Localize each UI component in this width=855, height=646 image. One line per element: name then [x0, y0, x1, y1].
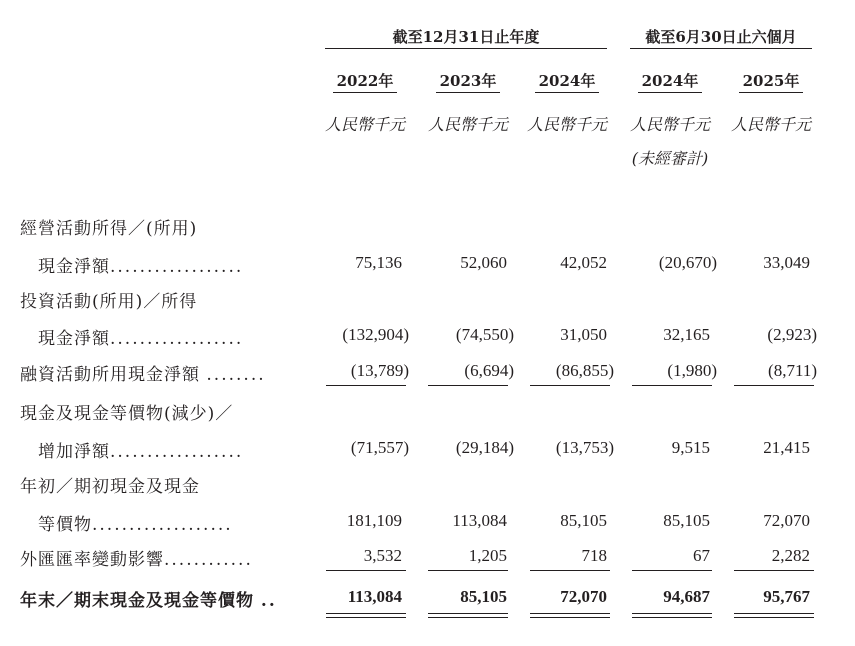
period-header-year: 截至12月31日止年度 — [392, 28, 540, 46]
value-cell: 1,205 — [468, 546, 507, 565]
value-cell: 3,532 — [363, 546, 402, 565]
row-investing-label-2 — [38, 324, 243, 349]
value-cell: (2,923) — [767, 325, 817, 344]
total-double-rule — [734, 613, 814, 618]
year-underline — [535, 92, 599, 93]
row-net-change-label-1: 現金及現金等價物(減少)／ — [20, 404, 234, 424]
total-value-cell: 113,084 — [347, 587, 402, 606]
row-operating-label-1: 經營活動所得／(所用) — [20, 219, 198, 239]
value-cell: 72,070 — [763, 511, 810, 530]
unit-label: 人民幣千元 — [324, 115, 405, 134]
year-2023: 2023年 — [439, 72, 497, 90]
subtotal-rule — [428, 570, 508, 571]
row-beginning-cash-label-2 — [38, 510, 233, 535]
value-cell: 113,084 — [452, 511, 507, 530]
year-2022: 2022年 — [336, 72, 394, 90]
subtotal-rule — [326, 570, 406, 571]
row-beginning-cash-label-text: 等價物 — [38, 515, 92, 535]
unit-label: 人民幣千元 — [730, 115, 811, 134]
leader-dots: ........ — [206, 365, 266, 385]
subtotal-rule — [734, 385, 814, 386]
value-cell: 31,050 — [560, 325, 607, 344]
row-operating-label-text: 現金淨額 — [38, 257, 110, 277]
leader-dots: ................... — [92, 515, 233, 535]
value-cell: (86,855) — [555, 361, 614, 380]
total-value-cell: 94,687 — [663, 587, 710, 606]
value-cell: 67 — [693, 546, 710, 565]
unit-label: 人民幣千元 — [629, 115, 710, 134]
value-cell: (132,904) — [342, 325, 409, 344]
value-cell: 85,105 — [663, 511, 710, 530]
value-cell: 33,049 — [763, 253, 810, 272]
row-investing-label-text: 現金淨額 — [38, 329, 110, 349]
subtotal-rule — [632, 570, 712, 571]
period-header-half: 截至6月30日止六個月 — [645, 28, 797, 46]
subtotal-rule — [530, 570, 610, 571]
total-value-cell: 72,070 — [560, 587, 607, 606]
year-underline — [739, 92, 803, 93]
row-ending-cash-label-text: 年末／期末現金及現金等價物 — [20, 591, 254, 611]
value-cell: 32,165 — [663, 325, 710, 344]
leader-dots: .................. — [110, 329, 244, 349]
total-double-rule — [326, 613, 406, 618]
row-investing-label-1: 投資活動(所用)／所得 — [20, 292, 198, 312]
value-cell: (8,711) — [768, 361, 817, 380]
year-2025-half: 2025年 — [742, 72, 800, 90]
row-net-change-label-text: 增加淨額 — [38, 442, 110, 462]
subtotal-rule — [428, 385, 508, 386]
unit-label: 人民幣千元 — [526, 115, 607, 134]
unit-label: 人民幣千元 — [427, 115, 508, 134]
value-cell: 181,109 — [346, 511, 402, 530]
value-cell: (13,789) — [350, 361, 409, 380]
value-cell: 75,136 — [355, 253, 402, 272]
total-double-rule — [632, 613, 712, 618]
leader-dots: .................. — [110, 257, 244, 277]
year-2024-half: 2024年 — [641, 72, 699, 90]
value-cell: 2,282 — [771, 546, 810, 565]
row-operating-label-2 — [38, 252, 243, 277]
row-fx-effect-label — [20, 545, 253, 570]
leader-dots: .................. — [110, 442, 244, 462]
total-double-rule — [530, 613, 610, 618]
row-net-change-label-2 — [38, 437, 243, 462]
value-cell: 85,105 — [560, 511, 607, 530]
subtotal-rule — [632, 385, 712, 386]
value-cell: (6,694) — [464, 361, 514, 380]
leader-dots: .. — [260, 591, 277, 611]
total-double-rule — [428, 613, 508, 618]
value-cell: 718 — [581, 546, 607, 565]
subtotal-rule — [734, 570, 814, 571]
year-underline — [638, 92, 702, 93]
year-underline — [436, 92, 500, 93]
total-value-cell: 85,105 — [460, 587, 507, 606]
row-financing-label-text: 融資活動所用現金淨額 — [20, 365, 200, 385]
value-cell: (13,753) — [555, 438, 614, 457]
period-half-rule — [630, 48, 812, 49]
value-cell: 52,060 — [460, 253, 507, 272]
value-cell: (20,670) — [658, 253, 717, 272]
value-cell: 9,515 — [671, 438, 710, 457]
subtotal-rule — [530, 385, 610, 386]
value-cell: (71,557) — [350, 438, 409, 457]
year-underline — [333, 92, 397, 93]
year-2024: 2024年 — [538, 72, 596, 90]
row-financing-label — [20, 360, 266, 385]
leader-dots: ............ — [164, 550, 253, 570]
unaudited-label: (未經審計) — [631, 149, 709, 168]
total-value-cell: 95,767 — [763, 587, 810, 606]
value-cell: 42,052 — [560, 253, 607, 272]
row-fx-effect-label-text: 外匯匯率變動影響 — [20, 550, 164, 570]
value-cell: (29,184) — [455, 438, 514, 457]
value-cell: (74,550) — [455, 325, 514, 344]
row-beginning-cash-label-1: 年初／期初現金及現金 — [20, 477, 200, 497]
row-ending-cash-label — [20, 586, 277, 611]
period-year-rule — [325, 48, 607, 49]
subtotal-rule — [326, 385, 406, 386]
value-cell: 21,415 — [763, 438, 810, 457]
value-cell: (1,980) — [667, 361, 717, 380]
